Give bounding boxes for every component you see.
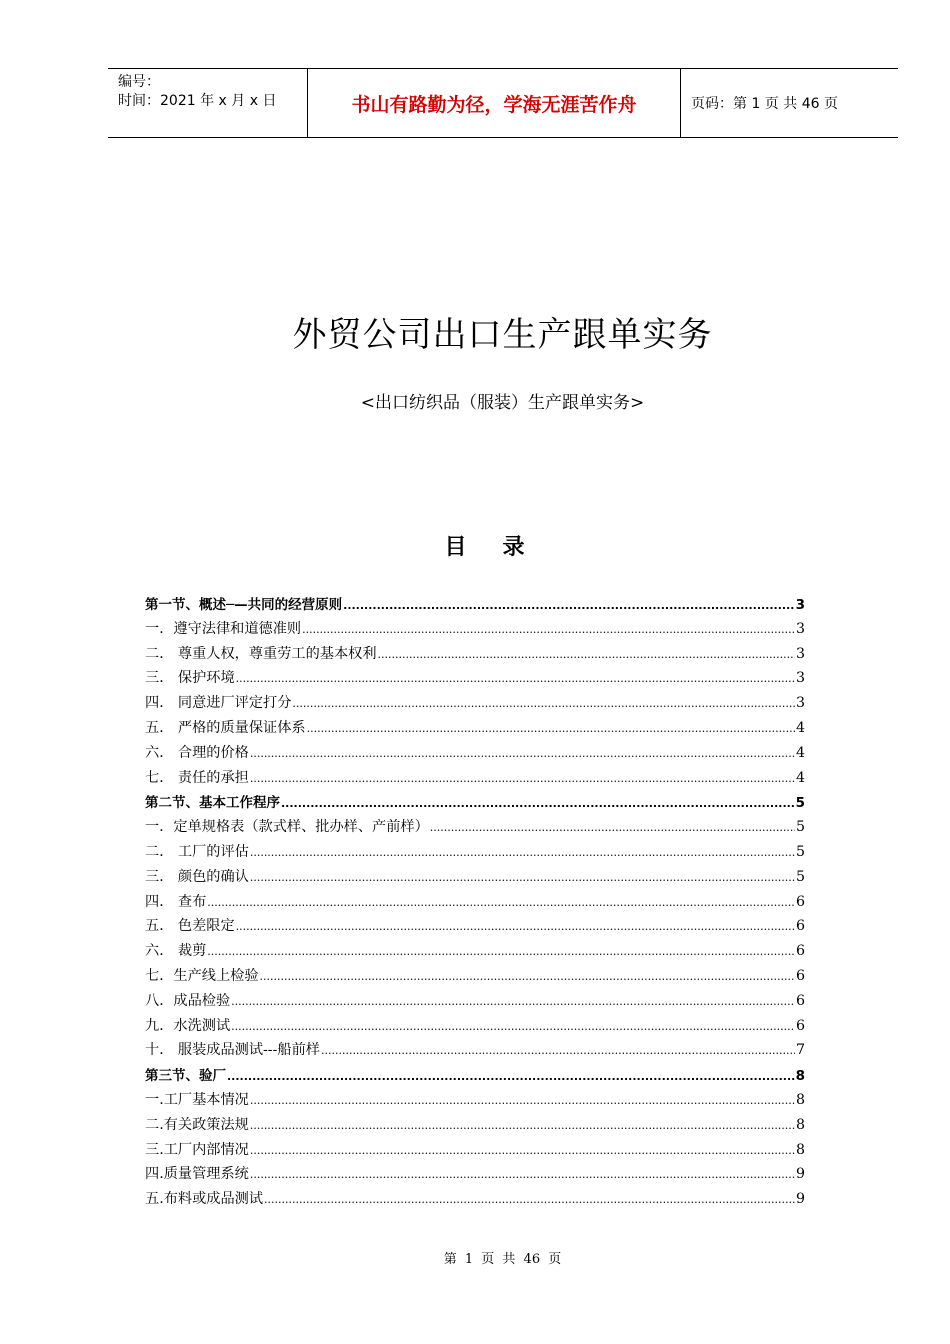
- toc-page-number: 3: [795, 695, 805, 712]
- toc-entry-title: 七．生产线上检验: [145, 967, 259, 984]
- toc-leader-dots: [227, 1068, 795, 1084]
- toc-entry-title: 四． 查布: [145, 893, 207, 910]
- toc-entry-title: 二． 工厂的评估: [145, 843, 249, 860]
- header-left-cell: [108, 69, 308, 137]
- toc-entry-title: 六． 裁剪: [145, 943, 207, 960]
- toc-page-number: 5: [795, 868, 805, 885]
- toc-page-number: 3: [795, 670, 805, 687]
- toc-entry[interactable]: [145, 1039, 805, 1064]
- toc-leader-dots: [231, 1018, 795, 1034]
- toc-entry-title: 五． 色差限定: [145, 918, 235, 935]
- page-footer: 第 1 页 共 46 页: [443, 1252, 562, 1267]
- toc-leader-dots: [250, 745, 795, 761]
- toc-entry-title: 一．定单规格表（款式样、批办样、产前样）: [145, 819, 429, 836]
- toc-page-number: 3: [795, 645, 805, 662]
- toc-entry[interactable]: [145, 940, 805, 965]
- toc-entry[interactable]: [145, 1114, 805, 1139]
- document-subtitle: <出口纺织品（服装）生产跟单实务>: [360, 393, 645, 413]
- toc-entry[interactable]: [145, 717, 805, 742]
- toc-leader-dots: [321, 1042, 795, 1058]
- toc-entry-title: 二.有关政策法规: [145, 1116, 249, 1133]
- toc-leader-dots: [236, 918, 795, 934]
- toc-page-number: 6: [795, 943, 805, 960]
- toc-page-number: 5: [795, 843, 805, 860]
- toc-leader-dots: [430, 819, 795, 835]
- toc-entry[interactable]: [145, 1089, 805, 1114]
- toc-leader-dots: [250, 770, 795, 786]
- toc-entry[interactable]: [145, 643, 805, 668]
- toc-leader-dots: [231, 993, 795, 1009]
- toc-entry-title: 七． 责任的承担: [145, 769, 249, 786]
- toc-entry-title: 十． 服装成品测试---船前样: [145, 1042, 320, 1059]
- toc-leader-dots: [281, 795, 795, 811]
- toc-page-number: 5: [795, 795, 805, 812]
- toc-entry-title: 四． 同意进厂评定打分: [145, 695, 292, 712]
- toc-leader-dots: [292, 695, 795, 711]
- toc-page-number: 6: [795, 967, 805, 984]
- toc-leader-dots: [250, 1142, 795, 1158]
- toc-page-number: 4: [795, 719, 805, 736]
- toc-entry[interactable]: [145, 990, 805, 1015]
- toc-page-number: 9: [795, 1166, 805, 1183]
- toc-heading: 目录: [444, 534, 561, 560]
- toc-entry-title: 第二节、基本工作程序: [145, 795, 280, 812]
- toc-leader-dots: [207, 943, 795, 959]
- toc-entry[interactable]: [145, 667, 805, 692]
- toc-leader-dots: [236, 670, 795, 686]
- toc-entry-title: 三． 保护环境: [145, 670, 235, 687]
- toc-entry[interactable]: [145, 965, 805, 990]
- toc-page-number: 6: [795, 992, 805, 1009]
- toc-page-number: 8: [795, 1068, 805, 1085]
- toc-page-number: 3: [795, 620, 805, 637]
- toc-entry-title: 第三节、验厂: [145, 1068, 226, 1085]
- toc-section-entry[interactable]: [145, 593, 805, 618]
- toc-entry-title: 四.质量管理系统: [145, 1166, 249, 1183]
- toc-entry[interactable]: [145, 1163, 805, 1188]
- toc-page-number: 6: [795, 1017, 805, 1034]
- toc-leader-dots: [250, 1092, 795, 1108]
- toc-leader-dots: [207, 894, 795, 910]
- toc-entry[interactable]: [145, 841, 805, 866]
- toc-leader-dots: [343, 597, 794, 613]
- toc-entry[interactable]: [145, 1015, 805, 1040]
- toc-page-number: 8: [795, 1091, 805, 1108]
- toc-entry-title: 三． 颜色的确认: [145, 868, 249, 885]
- toc-page-number: 5: [795, 819, 805, 836]
- toc-entry-title: 二． 尊重人权，尊重劳工的基本权利: [145, 645, 377, 662]
- toc-entry-title: 五.布料或成品测试: [145, 1191, 264, 1208]
- toc-section-entry[interactable]: [145, 1064, 805, 1089]
- toc-entry[interactable]: [145, 1188, 805, 1213]
- toc-page-number: 3: [795, 597, 805, 613]
- toc-entry[interactable]: [145, 816, 805, 841]
- date-label: 时间：2021 年 x 月 x 日: [118, 93, 277, 109]
- toc-page-number: 6: [795, 893, 805, 910]
- table-of-contents: [145, 593, 805, 1213]
- toc-leader-dots: [250, 869, 795, 885]
- toc-entry[interactable]: [145, 866, 805, 891]
- header-table: [108, 68, 898, 138]
- number-label: 编号：: [118, 74, 160, 90]
- toc-leader-dots: [378, 646, 795, 662]
- toc-section-entry[interactable]: [145, 791, 805, 816]
- toc-entry-title: 一.工厂基本情况: [145, 1091, 249, 1108]
- toc-page-number: 7: [795, 1042, 805, 1059]
- page-info: 页码：第 1 页 共 46 页: [691, 96, 838, 112]
- toc-entry[interactable]: [145, 618, 805, 643]
- motto: 书山有路勤为径，学海无涯苦作舟: [308, 69, 681, 137]
- toc-entry[interactable]: [145, 891, 805, 916]
- toc-leader-dots: [250, 1166, 795, 1182]
- toc-leader-dots: [250, 1117, 795, 1133]
- toc-page-number: 8: [795, 1116, 805, 1133]
- toc-leader-dots: [307, 720, 795, 736]
- toc-page-number: 6: [795, 918, 805, 935]
- toc-entry-title: 六． 合理的价格: [145, 744, 249, 761]
- toc-entry-title: 九．水洗测试: [145, 1017, 231, 1034]
- toc-entry[interactable]: [145, 692, 805, 717]
- toc-entry-title: 三.工厂内部情况: [145, 1141, 249, 1158]
- toc-entry[interactable]: [145, 915, 805, 940]
- toc-page-number: 4: [795, 744, 805, 761]
- toc-entry[interactable]: [145, 1139, 805, 1164]
- document-title: 外贸公司出口生产跟单实务: [292, 315, 713, 355]
- toc-page-number: 9: [795, 1191, 805, 1208]
- toc-entry-title: 五． 严格的质量保证体系: [145, 719, 306, 736]
- toc-entry-title: 第一节、概述─—共同的经营原则: [145, 597, 343, 613]
- toc-entry[interactable]: [145, 767, 805, 792]
- toc-entry-title: 八．成品检验: [145, 992, 231, 1009]
- toc-page-number: 8: [795, 1141, 805, 1158]
- toc-entry-title: 一．遵守法律和道德准则: [145, 620, 302, 637]
- toc-leader-dots: [260, 968, 795, 984]
- toc-leader-dots: [250, 844, 795, 860]
- toc-leader-dots: [264, 1191, 795, 1207]
- toc-page-number: 4: [795, 769, 805, 786]
- toc-entry[interactable]: [145, 742, 805, 767]
- toc-leader-dots: [302, 621, 795, 637]
